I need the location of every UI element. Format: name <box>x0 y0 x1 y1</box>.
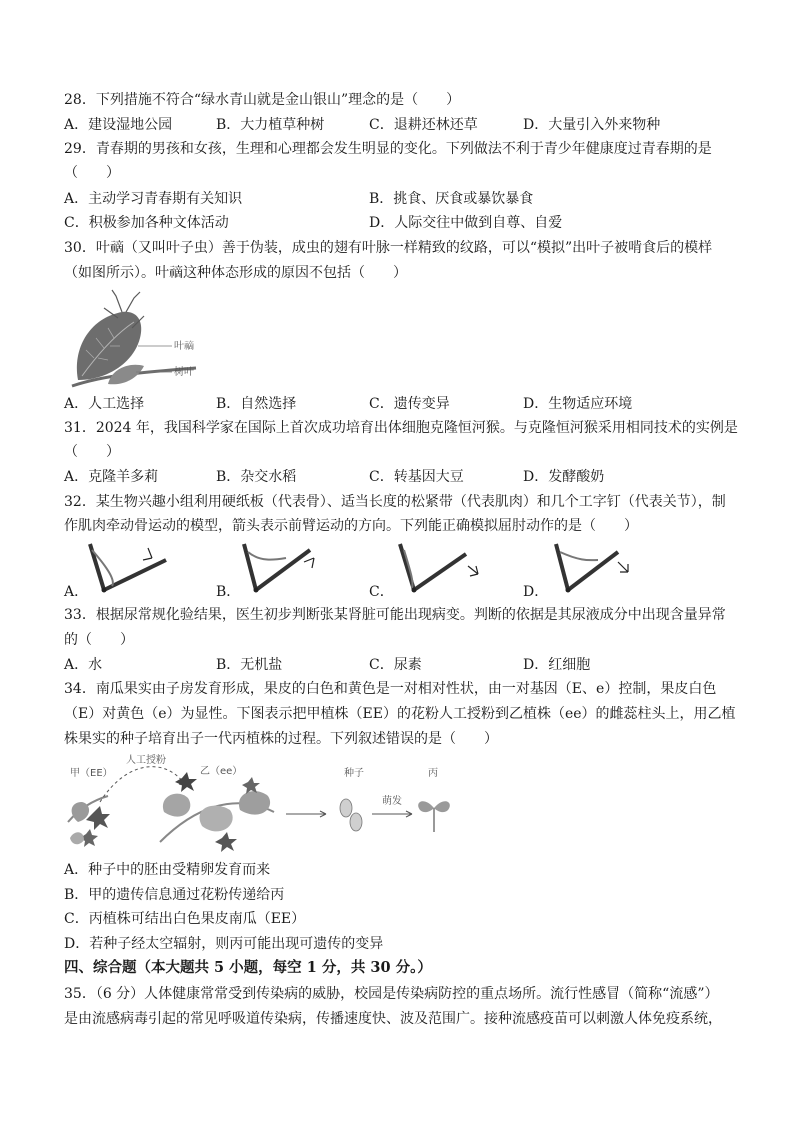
label-germinate: 萌发 <box>382 796 402 807</box>
arrow-icon <box>468 566 478 576</box>
q33-stem-line1: 33．根据尿常规化验结果，医生初步判断张某肾脏可能出现病变。判断的依据是其尿液成分中出现含量异常 <box>64 607 726 623</box>
q34-option-d: D．若种子经太空辐射，则丙可能出现可遗传的变异 <box>64 936 384 952</box>
q32-stem-line1: 32．某生物兴趣小组利用硬纸板（代表骨）、适当长度的松紧带（代表肌肉）和几个工字钉（代表关节），制 <box>64 494 726 510</box>
label-leaf-insect: 叶𥛚 <box>174 341 194 352</box>
label-pollination: 人工授粉 <box>126 755 166 766</box>
pumpkin-process-figure <box>64 752 484 856</box>
arm-model-b <box>234 540 324 600</box>
q31-option-d: D．发酵酸奶 <box>523 469 605 485</box>
section4-heading: 四、综合题（本大题共 5 小题，每空 1 分，共 30 分。） <box>64 959 432 976</box>
q33-option-b: B．无机盐 <box>216 657 283 673</box>
q30-option-a: A．人工选择 <box>64 396 145 412</box>
q34-stem-line1: 34．南瓜果实由子房发育形成，果皮的白色和黄色是一对相对性状，由一对基因（E、e）控制，果皮白色 <box>64 681 717 697</box>
q30-stem-line1: 30．叶𥛚（又叫叶子虫）善于伪装，成虫的翅有叶脉一样精致的纹路，可以“模拟”出叶子被啃食后的模样 <box>64 240 713 256</box>
label-bing: 丙 <box>428 768 438 779</box>
arm-model-c <box>392 540 482 600</box>
arrow-icon <box>304 558 314 568</box>
q32-option-a: A． <box>64 584 89 600</box>
q30-option-d: D．生物适应环境 <box>523 396 633 412</box>
q33-stem-line2: 的（ ） <box>64 632 134 648</box>
label-tree-leaf: 树叶 <box>174 367 194 378</box>
q34-option-a: A．种子中的胚由受精卵发育而来 <box>64 862 271 878</box>
q32-option-d: D． <box>523 584 549 600</box>
q29-option-b: B．挑食、厌食或暴饮暴食 <box>369 191 534 207</box>
q28-option-c: C．退耕还林还草 <box>369 117 478 133</box>
q32-option-b: B． <box>216 584 241 600</box>
q33-option-d: D．红细胞 <box>523 657 591 673</box>
q29-option-c: C．积极参加各种文体活动 <box>64 215 229 231</box>
q28-option-d: D．大量引入外来物种 <box>523 117 661 133</box>
label-yi: 乙（ee） <box>200 766 243 777</box>
q32-option-c: C． <box>369 584 394 600</box>
q31-option-c: C．转基因大豆 <box>369 469 464 485</box>
q29-option-a: A．主动学习青春期有关知识 <box>64 191 243 207</box>
q29-stem-line1: 29．青春期的男孩和女孩，生理和心理都会发生明显的变化。下列做法不利于青少年健康度过青春期的是 <box>64 141 712 157</box>
q31-stem-line1: 31．2024 年，我国科学家在国际上首次成功培育出体细胞克隆恒河猴。与克隆恒河猴采用相同技术的实例是 <box>64 420 738 436</box>
q34-stem-line2: （E）对黄色（e）为显性。下图表示把甲植株（EE）的花粉人工授粉到乙植株（ee）的雌蕊柱头上，用乙植 <box>64 706 736 722</box>
q28-stem: 28．下列措施不符合“绿水青山就是金山银山”理念的是（ ） <box>64 92 461 108</box>
q31-option-b: B．杂交水稻 <box>216 469 297 485</box>
arrow-icon <box>143 548 152 560</box>
q34-option-b: B．甲的遗传信息通过花粉传递给丙 <box>64 887 285 903</box>
q34-stem-line3: 株果实的种子培育出子一代丙植株的过程。下列叙述错误的是（ ） <box>64 731 498 747</box>
q35-line2: 是由流感病毒引起的常见呼吸道传染病，传播速度快、波及范围广。接种流感疫苗可以刺激人体免疫系统， <box>64 1011 722 1027</box>
q32-stem-line2: 作肌肉牵动骨运动的模型，箭头表示前臂运动的方向。下列能正确模拟屈肘动作的是（ ） <box>64 518 638 534</box>
q29-option-d: D．人际交往中做到自尊、自爱 <box>369 215 563 231</box>
label-jia: 甲（EE） <box>70 768 113 779</box>
leaf-insect-figure <box>68 288 208 392</box>
q30-option-c: C．遗传变异 <box>369 396 450 412</box>
arm-model-a <box>82 540 172 600</box>
label-seed: 种子 <box>344 768 364 779</box>
q30-option-b: B．自然选择 <box>216 396 297 412</box>
q30-stem-line2: （如图所示）。叶𥛚这种体态形成的原因不包括（ ） <box>64 265 407 281</box>
arrow-icon <box>618 562 628 572</box>
q28-option-a: A．建设湿地公园 <box>64 117 173 133</box>
q31-option-a: A．克隆羊多莉 <box>64 469 159 485</box>
q33-option-c: C．尿素 <box>369 657 422 673</box>
q35-line1: 35．（6 分）人体健康常常受到传染病的威胁，校园是传染病防控的重点场所。流行性感冒（简称“流感”） <box>64 986 719 1002</box>
q31-stem-line2: （ ） <box>64 444 120 460</box>
q28-option-b: B．大力植草种树 <box>216 117 325 133</box>
q34-option-c: C．丙植株可结出白色果皮南瓜（EE） <box>64 911 306 927</box>
q33-option-a: A．水 <box>64 657 103 673</box>
arm-model-d <box>546 540 636 600</box>
q29-stem-line2: （ ） <box>64 165 120 181</box>
